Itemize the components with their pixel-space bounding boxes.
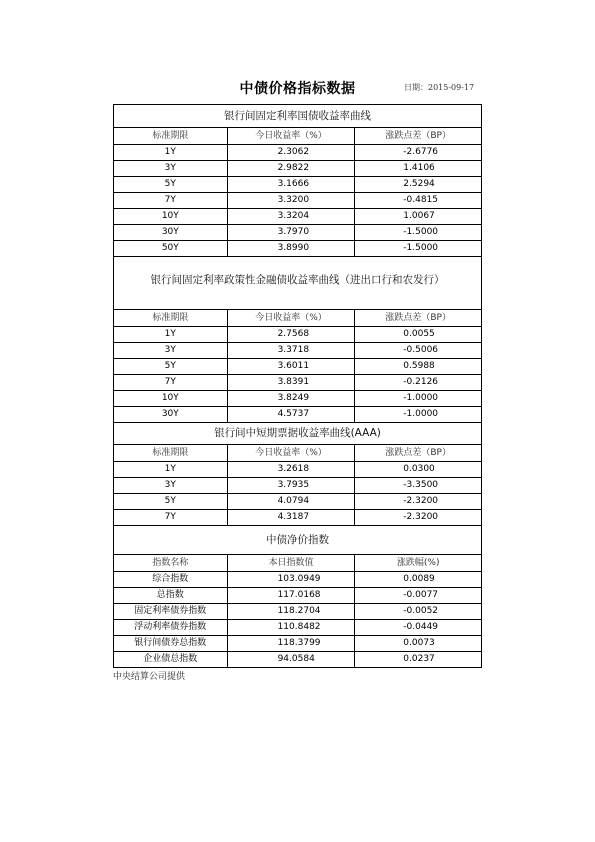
- cell-label: 3Y: [114, 161, 228, 176]
- cell-label: 固定利率债券指数: [114, 604, 228, 619]
- cell-value: 3.7970: [228, 225, 356, 240]
- cell-label: 10Y: [114, 209, 228, 224]
- cell-label: 3Y: [114, 343, 228, 358]
- cell-value: 3.3200: [228, 193, 356, 208]
- table-row: [114, 572, 481, 588]
- table-header: [114, 127, 481, 145]
- table-row: [114, 145, 481, 161]
- page-title: 中债价格指标数据: [239, 81, 356, 97]
- column-header-term: 标准期限: [114, 128, 228, 144]
- table-row: [114, 407, 481, 422]
- cell-change: 0.5988: [403, 361, 435, 371]
- column-header-yield: 今日收益率（%）: [228, 310, 356, 326]
- cell-value: 3.3204: [228, 209, 356, 224]
- table-row: [114, 494, 481, 510]
- data-tables: [113, 104, 482, 668]
- cell-value: 118.2704: [228, 604, 356, 619]
- cell-label: 企业债总指数: [114, 652, 228, 667]
- cell-label: 5Y: [114, 177, 228, 192]
- cell-change: -3.3500: [403, 480, 439, 490]
- cell-label: 综合指数: [114, 572, 228, 587]
- table-body: [114, 145, 481, 256]
- cell-value: 4.0794: [228, 494, 356, 509]
- cell-change: -0.2126: [403, 377, 439, 387]
- cell-value: 2.3062: [228, 145, 356, 160]
- table-row: [114, 478, 481, 494]
- cell-value: 118.3799: [228, 636, 356, 651]
- cell-value: 3.8391: [228, 375, 356, 390]
- cell-value: 103.0949: [228, 572, 356, 587]
- cell-label: 1Y: [114, 327, 228, 342]
- table-row: [114, 177, 481, 193]
- cell-change: -0.4815: [403, 195, 439, 205]
- cell-change: 0.0055: [403, 329, 435, 339]
- section-title: 中债净价指数: [114, 525, 481, 554]
- policy-bank-yield-section: [113, 256, 482, 422]
- table-row: [114, 209, 481, 225]
- cell-value: 3.7935: [228, 478, 356, 493]
- cell-change: 0.0089: [403, 574, 435, 584]
- cell-change: -0.0077: [403, 590, 439, 600]
- cell-value: 3.3718: [228, 343, 356, 358]
- column-header-change: 涨跌点差（BP）: [385, 313, 451, 323]
- table-header: [114, 554, 481, 572]
- table-row: [114, 588, 481, 604]
- table-header: [114, 309, 481, 327]
- column-header-term: 标准期限: [114, 310, 228, 326]
- table-row: [114, 225, 481, 241]
- cell-change: -1.0000: [403, 409, 439, 419]
- cell-change: 0.0300: [403, 464, 435, 474]
- cell-value: 4.3187: [228, 510, 356, 525]
- column-header-index-value: 本日指数值: [228, 555, 356, 571]
- report-date: 日期：2015-09-17: [404, 83, 475, 92]
- cell-label: 50Y: [114, 241, 228, 256]
- table-row: [114, 636, 481, 652]
- cell-label: 银行间债券总指数: [114, 636, 228, 651]
- cell-change: -0.0052: [403, 606, 439, 616]
- cell-value: 3.6011: [228, 359, 356, 374]
- table-row: [114, 359, 481, 375]
- cell-label: 总指数: [114, 588, 228, 603]
- table-row: [114, 462, 481, 478]
- column-header-change-pct: 涨跌幅(%): [396, 558, 440, 568]
- section-title: 银行间固定利率政策性金融债收益率曲线（进出口行和农发行）: [114, 256, 481, 309]
- cell-change: -2.6776: [403, 147, 439, 157]
- section-title: 银行间固定利率国债收益率曲线: [224, 110, 371, 122]
- mtn-yield-section: [113, 422, 482, 525]
- cell-label: 7Y: [114, 510, 228, 525]
- cell-label: 5Y: [114, 494, 228, 509]
- cell-change: -0.0449: [403, 622, 439, 632]
- table-body: [114, 462, 481, 525]
- column-header-yield: 今日收益率（%）: [228, 445, 356, 461]
- treasury-yield-section: [113, 104, 482, 256]
- cell-value: 2.7568: [228, 327, 356, 342]
- table-body: [114, 572, 481, 667]
- cell-value: 3.8249: [228, 391, 356, 406]
- table-row: [114, 343, 481, 359]
- column-header-change: 涨跌点差（BP）: [385, 131, 451, 141]
- table-row: [114, 620, 481, 636]
- cell-value: 3.8990: [228, 241, 356, 256]
- net-price-index-section: [113, 525, 482, 668]
- cell-change: -1.5000: [403, 227, 439, 237]
- cell-label: 7Y: [114, 193, 228, 208]
- cell-change: -1.0000: [403, 393, 439, 403]
- column-header-change: 涨跌点差（BP）: [385, 448, 451, 458]
- column-header-index-name: 指数名称: [114, 555, 228, 571]
- column-header-yield: 今日收益率（%）: [228, 128, 356, 144]
- table-row: [114, 652, 481, 667]
- cell-label: 7Y: [114, 375, 228, 390]
- cell-label: 浮动利率债券指数: [114, 620, 228, 635]
- table-row: [114, 327, 481, 343]
- cell-value: 94.0584: [228, 652, 356, 667]
- cell-change: 1.0067: [403, 211, 435, 221]
- cell-change: 0.0237: [403, 654, 435, 664]
- cell-label: 1Y: [114, 145, 228, 160]
- cell-label: 1Y: [114, 462, 228, 477]
- table-row: [114, 193, 481, 209]
- cell-change: -2.3200: [403, 496, 439, 506]
- section-title: 银行间中短期票据收益率曲线(AAA): [114, 422, 481, 444]
- cell-value: 117.0168: [228, 588, 356, 603]
- cell-value: 3.1666: [228, 177, 356, 192]
- table-row: [114, 604, 481, 620]
- table-row: [114, 241, 481, 256]
- cell-value: 110.8482: [228, 620, 356, 635]
- cell-change: -1.5000: [403, 243, 439, 253]
- cell-value: 3.2618: [228, 462, 356, 477]
- cell-change: -0.5006: [403, 345, 439, 355]
- cell-change: 2.5294: [403, 179, 435, 189]
- table-row: [114, 375, 481, 391]
- column-header-term: 标准期限: [114, 445, 228, 461]
- cell-label: 30Y: [114, 225, 228, 240]
- table-row: [114, 510, 481, 525]
- cell-value: 2.9822: [228, 161, 356, 176]
- cell-label: 5Y: [114, 359, 228, 374]
- cell-label: 3Y: [114, 478, 228, 493]
- cell-change: 0.0073: [403, 638, 435, 648]
- table-body: [114, 327, 481, 422]
- cell-label: 10Y: [114, 391, 228, 406]
- cell-change: -2.3200: [403, 512, 439, 522]
- cell-change: 1.4106: [403, 163, 435, 173]
- cell-label: 30Y: [114, 407, 228, 422]
- footer-source: 中央结算公司提供: [113, 672, 186, 682]
- table-header: [114, 444, 481, 462]
- cell-value: 4.5737: [228, 407, 356, 422]
- table-row: [114, 391, 481, 407]
- table-row: [114, 161, 481, 177]
